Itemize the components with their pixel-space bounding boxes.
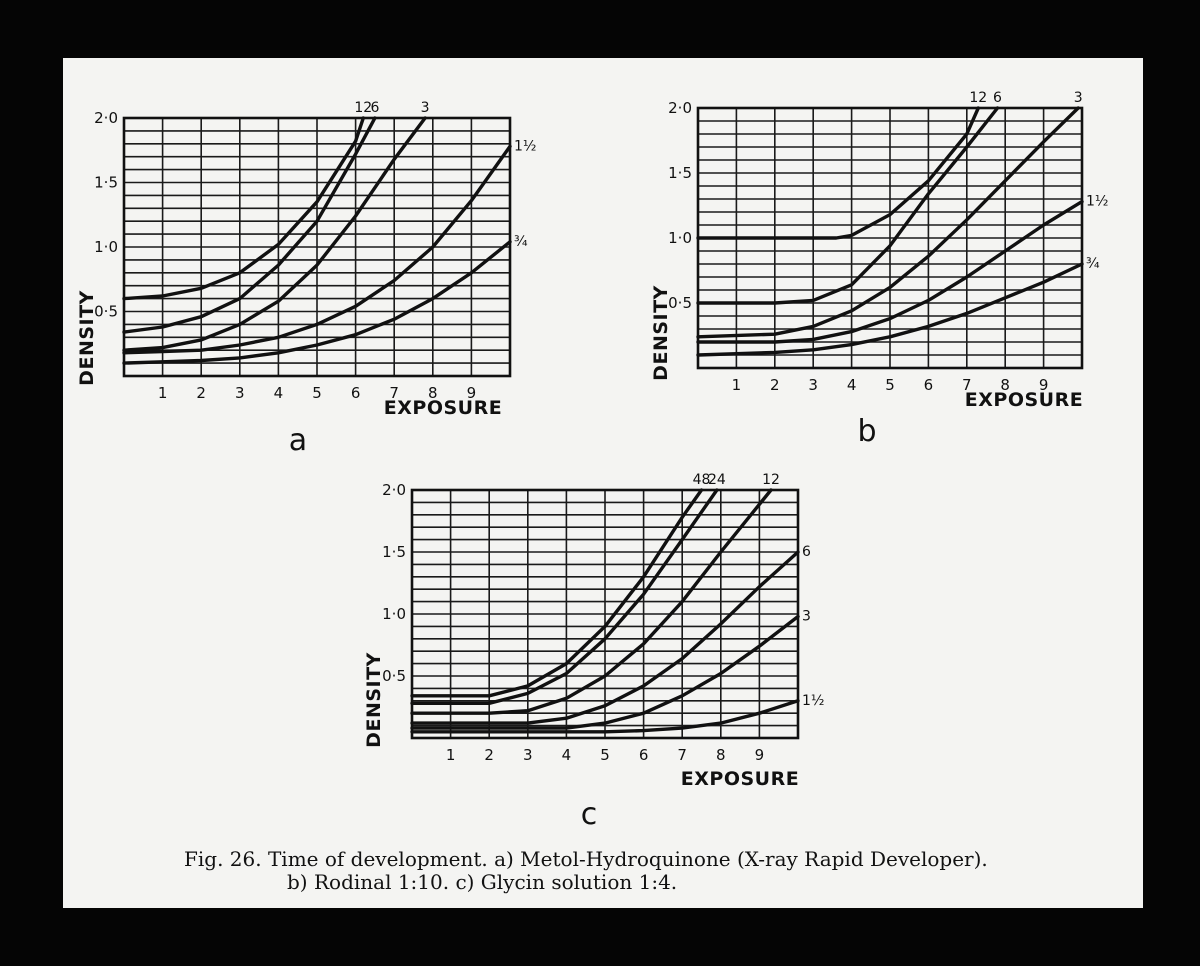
x-tick-label: 7: [677, 746, 687, 764]
y-tick-label: 1·5: [94, 173, 118, 192]
x-tick-label: 3: [808, 376, 818, 394]
series-label: 6: [993, 90, 1002, 106]
series-label: 3: [802, 608, 811, 625]
panel-letter: c: [580, 797, 598, 832]
y-axis-label: DENSITY: [76, 290, 98, 386]
caption-line-2: b) Rodinal 1:10. c) Glycin solution 1:4.: [287, 870, 678, 894]
panel-letter: a: [288, 423, 308, 458]
x-tick-label: 5: [312, 384, 322, 402]
x-tick-label: 3: [235, 384, 245, 402]
x-tick-label: 6: [350, 384, 361, 402]
y-tick-label: 1·5: [668, 164, 692, 182]
x-tick-label: 2: [484, 746, 494, 764]
y-tick-label: 2·0: [668, 99, 692, 117]
x-tick-label: 7: [389, 384, 399, 402]
y-tick-label: 2·0: [94, 109, 118, 127]
x-tick-label: 9: [754, 746, 765, 764]
series-label: 48: [692, 472, 711, 488]
x-tick-label: 6: [923, 376, 934, 394]
y-tick-label: 2·0: [382, 481, 406, 499]
series-label: 6: [370, 100, 380, 116]
x-axis-label: EXPOSURE: [680, 768, 800, 790]
x-tick-label: 3: [523, 746, 533, 764]
series-label: 1½: [1086, 193, 1109, 210]
y-tick-label: 1·0: [668, 229, 692, 247]
x-tick-label: 2: [770, 376, 780, 394]
series-label: 12: [762, 472, 780, 488]
x-tick-label: 5: [885, 376, 895, 394]
caption-line-1: Fig. 26. Time of development. a) Metol-Hydroquinone (X-ray Rapid Developer).: [184, 847, 988, 871]
x-axis-label: EXPOSURE: [383, 397, 503, 419]
panel-letter: b: [857, 414, 877, 449]
x-tick-label: 1: [731, 376, 742, 394]
x-tick-label: 8: [1000, 376, 1010, 394]
x-tick-label: 8: [716, 746, 726, 764]
series-label: ¾: [1086, 256, 1100, 272]
y-tick-label: 1·0: [382, 605, 406, 623]
series-label: 3: [420, 100, 430, 116]
series-label: ¾: [514, 233, 528, 250]
grid: [124, 118, 510, 376]
y-axis-label: DENSITY: [363, 652, 385, 748]
y-tick-label: 0·5: [668, 294, 692, 312]
series-label: 6: [802, 544, 811, 560]
x-tick-label: 7: [962, 376, 972, 394]
series-label: 3: [1073, 90, 1083, 106]
y-tick-label: 1·5: [382, 543, 406, 561]
series-label: 1½: [514, 138, 537, 155]
x-tick-label: 6: [638, 746, 649, 764]
series-label: 12: [354, 100, 373, 116]
x-tick-label: 4: [273, 384, 284, 402]
series-label: 1½: [802, 692, 825, 709]
x-axis-label: EXPOSURE: [964, 389, 1084, 411]
x-tick-label: 1: [445, 746, 456, 764]
y-tick-label: 0·5: [382, 667, 406, 685]
x-tick-label: 4: [846, 376, 857, 394]
x-tick-label: 8: [428, 384, 438, 402]
x-tick-label: 5: [600, 746, 610, 764]
y-tick-label: 1·0: [94, 238, 118, 256]
series-label: 24: [708, 472, 726, 488]
series-label: 12: [969, 90, 988, 106]
x-tick-label: 9: [1038, 376, 1049, 394]
y-tick-label: 0·5: [94, 302, 118, 321]
x-tick-label: 1: [157, 384, 168, 402]
x-tick-label: 2: [196, 384, 206, 402]
y-axis-label: DENSITY: [650, 285, 672, 381]
x-tick-label: 9: [466, 384, 477, 402]
x-tick-label: 4: [561, 746, 572, 764]
